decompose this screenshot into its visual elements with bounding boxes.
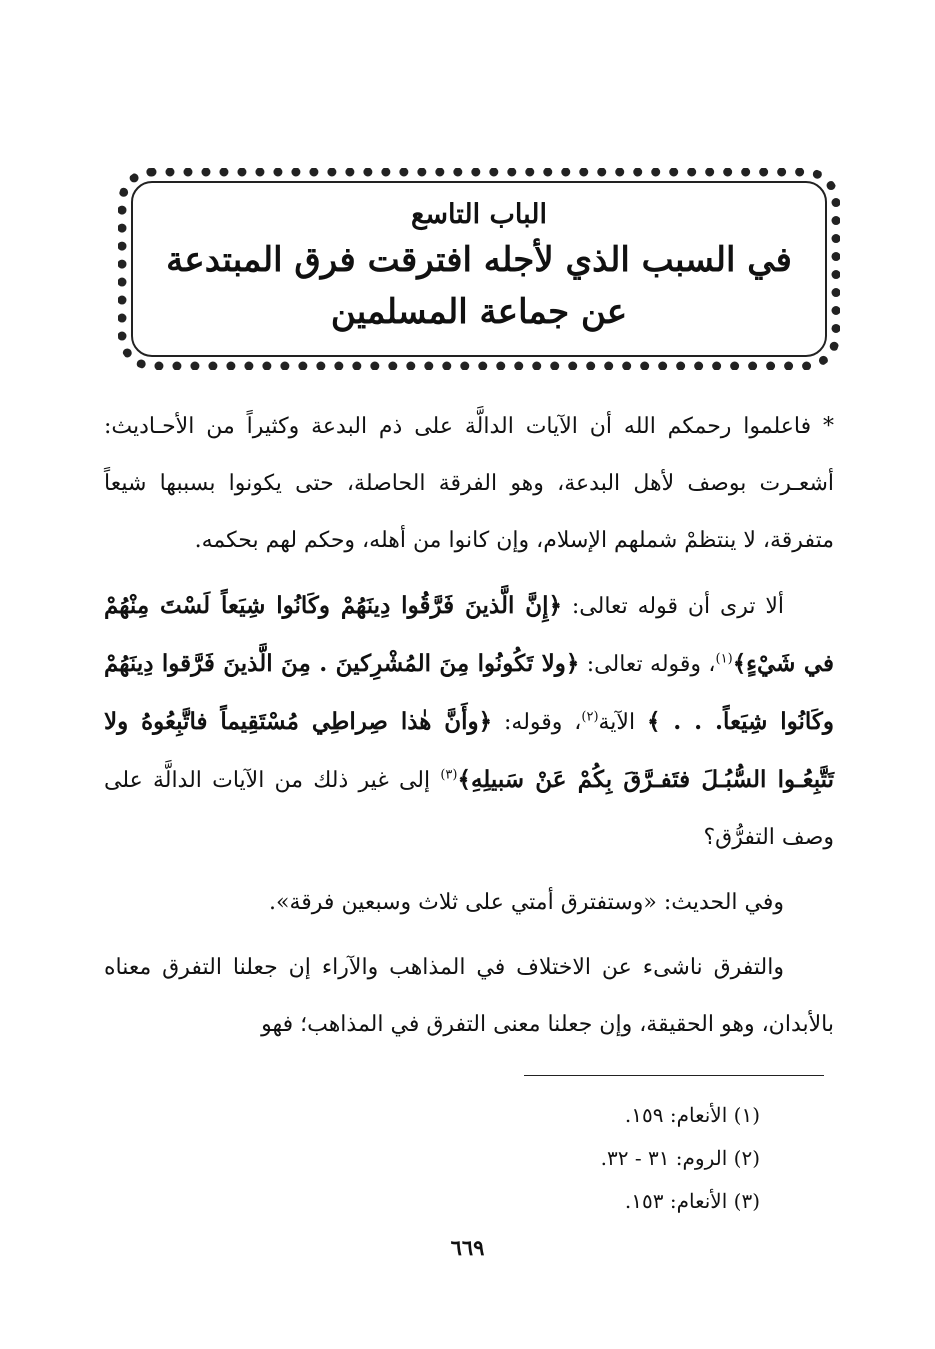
chapter-heading-frame (118, 168, 840, 370)
paragraph-3: وفي الحديث: «وستفترق أمتي على ثلاث وسبعين فرقة». (269, 890, 784, 915)
body-text (104, 398, 834, 1061)
paragraph-2-text-3: الآية (598, 710, 647, 735)
footnote-3: (٣) الأنعام: ١٥٣. (624, 1189, 760, 1213)
footnote-ref-1: (١) (715, 651, 733, 667)
paragraph-2-text-1: ألا ترى أن قوله تعالى: (562, 594, 785, 619)
chapter-title-line-1: في السبب الذي لأجله افترقت فرق المبتدعة (166, 240, 792, 280)
quran-verse-1: ﴿إِنَّ الَّذينَ فَرَّقُوا دِينَهُمْ وكَانُوا شِيَعاً لَسْتَ مِنْهُمْ في شَيْءٍ﴾ (104, 592, 834, 677)
paragraph-2-text-5: إلى غير ذلك من الآيات الدالَّة على وصف التفرُّق؟ (104, 768, 834, 850)
footnote-2: (٢) الروم: ٣١ - ٣٢. (600, 1146, 760, 1170)
paragraph-2-text-4: ، وقوله: (492, 710, 582, 735)
quran-verse-3: ﴿وأَنَّ هٰذا صِراطِي مُسْتَقِيماً فاتَّبِعُوهُ ولا تَتَّبِعُـوا السُّبُـلَ فتَفـرَّقَ بِكُمْ عَنْ سَبيلِهِ﴾ (104, 708, 834, 793)
paragraph-2-text-2: ، وقوله تعالى: (579, 652, 716, 677)
footnote-1: (١) الأنعام: ١٥٩. (624, 1103, 760, 1127)
chapter-heading (127, 177, 831, 361)
quran-verse-2: ﴿ولا تَكُونُوا مِنَ المُشْرِكينَ . مِنَ الَّذينَ فَرَّقوا دِينَهُمْ وكَانُوا شِيَعاً. . . ﴾ (104, 650, 834, 735)
footnote-divider (524, 1075, 824, 1076)
footnote-ref-3: (٣) (440, 767, 458, 783)
footnotes (440, 1094, 760, 1223)
footnote-ref-2: (٢) (581, 709, 599, 725)
chapter-label: الباب التاسع (411, 199, 548, 230)
paragraph-2 (104, 577, 834, 866)
chapter-title-line-2: عن جماعة المسلمين (330, 292, 628, 332)
page-number: ٦٦٩ (450, 1235, 485, 1260)
paragraph-4: والتفرق ناشىء عن الاختلاف في المذاهب والآراء إن جعلنا التفرق معناه بالأبدان، وهو الحقيقة، وإن جعلنا معنى التفرق في المذاهب؛ فهو (104, 955, 834, 1037)
paragraph-1: * فاعلموا رحمكم الله أن الآيات الدالَّة على ذم البدعة وكثيراً من الأحـاديث: أشعـرت بوصف لأهل البدعة، وهو الفرقة الحاصلة، حتى يكونوا بسببها شيعاً متفرقة، لا ينتظمْ شملهم الإسلام، وإن كانوا من أهله، وحكم لهم بحكمه. (104, 414, 834, 553)
